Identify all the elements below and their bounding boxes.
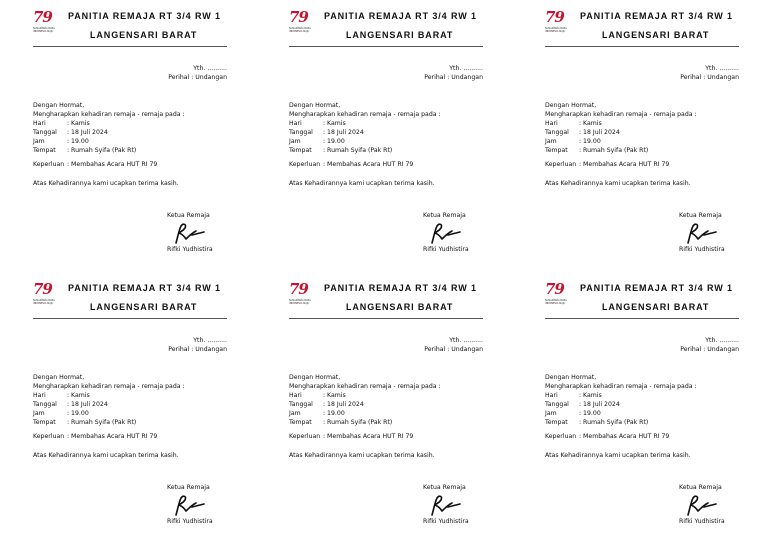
- detail-row-hari: [289, 391, 441, 400]
- detail-row-jam: [545, 409, 697, 418]
- detail-label: Keperluan: [289, 433, 321, 440]
- handwritten-signature-icon: [684, 494, 718, 518]
- header-divider: [33, 46, 227, 47]
- invitation-card: [256, 272, 512, 544]
- detail-row-keperluan: [33, 432, 185, 441]
- org-title: PANITIA REMAJA RT 3/4 RW 1: [324, 11, 477, 21]
- intro-text: Mengharapkan kehadiran remaja - remaja pada :: [33, 111, 185, 118]
- detail-value: : Kamis: [323, 392, 346, 399]
- logo-number: 79: [289, 280, 308, 298]
- salutation: Dengan Hormat,: [289, 102, 341, 109]
- detail-value: : Rumah Syifa (Pak Rt): [67, 419, 137, 426]
- detail-label: Tempat: [545, 419, 568, 426]
- detail-label: Tempat: [545, 147, 568, 154]
- detail-value: : Membahas Acara HUT RI 79: [323, 161, 414, 168]
- logo-number: 79: [545, 280, 564, 298]
- org-title: PANITIA REMAJA RT 3/4 RW 1: [580, 283, 733, 293]
- detail-value: : 18 Juli 2024: [67, 401, 108, 408]
- detail-row-tanggal: [545, 400, 697, 409]
- org-title: PANITIA REMAJA RT 3/4 RW 1: [68, 283, 221, 293]
- detail-row-hari: [289, 119, 441, 128]
- detail-value: : Rumah Syifa (Pak Rt): [323, 419, 393, 426]
- logo-number: 79: [33, 280, 52, 298]
- subject-line: Perihal : Undangan: [168, 346, 227, 353]
- detail-label: Jam: [289, 138, 301, 145]
- logo-tagline: NUSANTARA BARU INDONESIA MAJU: [289, 299, 312, 305]
- detail-value: : Rumah Syifa (Pak Rt): [579, 419, 649, 426]
- letter-body: [33, 101, 185, 169]
- closing-text: Atas Kehadirannya kami ucapkan terima kasih.: [289, 452, 435, 459]
- hut-ri-79-logo-icon: [545, 10, 569, 44]
- detail-row-hari: [33, 119, 185, 128]
- detail-value: : 18 Juli 2024: [579, 401, 620, 408]
- detail-value: : Rumah Syifa (Pak Rt): [67, 147, 137, 154]
- letter-body: [289, 101, 441, 169]
- detail-label: Hari: [545, 120, 558, 127]
- detail-row-tanggal: [33, 400, 185, 409]
- org-subtitle: LANGENSARI BARAT: [346, 302, 454, 312]
- detail-label: Hari: [289, 392, 302, 399]
- detail-row-tanggal: [289, 128, 441, 137]
- letter-body: [545, 373, 697, 441]
- detail-label: Tempat: [33, 147, 56, 154]
- invitation-card: [512, 0, 768, 272]
- handwritten-signature-icon: [428, 222, 462, 246]
- detail-label: Keperluan: [33, 161, 65, 168]
- signer-title: Ketua Remaja: [423, 212, 466, 219]
- salutation: Dengan Hormat,: [33, 374, 85, 381]
- detail-value: : 18 Juli 2024: [323, 129, 364, 136]
- detail-label: Tanggal: [289, 129, 313, 136]
- signer-title: Ketua Remaja: [679, 484, 722, 491]
- detail-label: Tempat: [33, 419, 56, 426]
- detail-value: : 19.00: [67, 410, 89, 417]
- subject-line: Perihal : Undangan: [680, 346, 739, 353]
- logo-tagline: NUSANTARA BARU INDONESIA MAJU: [289, 27, 312, 33]
- detail-label: Tempat: [289, 147, 312, 154]
- header-divider: [545, 318, 739, 319]
- org-subtitle: LANGENSARI BARAT: [346, 30, 454, 40]
- signer-title: Ketua Remaja: [167, 212, 210, 219]
- detail-label: Tanggal: [33, 129, 57, 136]
- logo-tagline: NUSANTARA BARU INDONESIA MAJU: [33, 299, 56, 305]
- logo-number: 79: [545, 8, 564, 26]
- detail-value: : Membahas Acara HUT RI 79: [579, 433, 670, 440]
- detail-row-keperluan: [33, 160, 185, 169]
- handwritten-signature-icon: [428, 494, 462, 518]
- detail-value: : Kamis: [67, 120, 90, 127]
- signer-name: Rifki Yudhistira: [167, 518, 213, 525]
- letter-body: [545, 101, 697, 169]
- detail-value: : 19.00: [323, 138, 345, 145]
- detail-label: Hari: [545, 392, 558, 399]
- logo-tagline: NUSANTARA BARU INDONESIA MAJU: [545, 299, 568, 305]
- intro-text: Mengharapkan kehadiran remaja - remaja pada :: [545, 111, 697, 118]
- signer-title: Ketua Remaja: [423, 484, 466, 491]
- detail-value: : Kamis: [323, 120, 346, 127]
- signer-name: Rifki Yudhistira: [679, 246, 725, 253]
- detail-value: : 19.00: [67, 138, 89, 145]
- invitation-card: [0, 0, 256, 272]
- closing-text: Atas Kehadirannya kami ucapkan terima kasih.: [545, 180, 691, 187]
- signer-title: Ketua Remaja: [679, 212, 722, 219]
- detail-value: : 18 Juli 2024: [323, 401, 364, 408]
- logo-tagline: NUSANTARA BARU INDONESIA MAJU: [33, 27, 56, 33]
- detail-value: : 18 Juli 2024: [579, 129, 620, 136]
- org-subtitle: LANGENSARI BARAT: [602, 302, 710, 312]
- closing-text: Atas Kehadirannya kami ucapkan terima kasih.: [289, 180, 435, 187]
- recipient-line: Yth. ..........: [449, 337, 483, 344]
- detail-row-keperluan: [289, 160, 441, 169]
- detail-row-tempat: [545, 146, 697, 155]
- hut-ri-79-logo-icon: [33, 282, 57, 316]
- salutation: Dengan Hormat,: [33, 102, 85, 109]
- subject-line: Perihal : Undangan: [168, 74, 227, 81]
- detail-row-hari: [33, 391, 185, 400]
- org-title: PANITIA REMAJA RT 3/4 RW 1: [324, 283, 477, 293]
- detail-row-keperluan: [289, 432, 441, 441]
- detail-label: Hari: [33, 392, 46, 399]
- closing-text: Atas Kehadirannya kami ucapkan terima kasih.: [33, 452, 179, 459]
- detail-label: Jam: [545, 138, 557, 145]
- detail-value: : 19.00: [323, 410, 345, 417]
- intro-text: Mengharapkan kehadiran remaja - remaja pada :: [33, 383, 185, 390]
- detail-row-keperluan: [545, 160, 697, 169]
- logo-number: 79: [289, 8, 308, 26]
- org-subtitle: LANGENSARI BARAT: [90, 30, 198, 40]
- detail-label: Tempat: [289, 419, 312, 426]
- detail-label: Keperluan: [545, 161, 577, 168]
- detail-value: : 18 Juli 2024: [67, 129, 108, 136]
- detail-row-tanggal: [289, 400, 441, 409]
- signer-name: Rifki Yudhistira: [167, 246, 213, 253]
- logo-tagline: NUSANTARA BARU INDONESIA MAJU: [545, 27, 568, 33]
- signer-name: Rifki Yudhistira: [679, 518, 725, 525]
- detail-row-tanggal: [545, 128, 697, 137]
- detail-label: Tanggal: [545, 401, 569, 408]
- detail-label: Tanggal: [289, 401, 313, 408]
- detail-label: Jam: [545, 410, 557, 417]
- hut-ri-79-logo-icon: [289, 282, 313, 316]
- detail-row-jam: [33, 137, 185, 146]
- hut-ri-79-logo-icon: [33, 10, 57, 44]
- salutation: Dengan Hormat,: [289, 374, 341, 381]
- subject-line: Perihal : Undangan: [424, 74, 483, 81]
- detail-label: Tanggal: [545, 129, 569, 136]
- detail-row-tempat: [545, 418, 697, 427]
- detail-row-jam: [33, 409, 185, 418]
- detail-row-hari: [545, 119, 697, 128]
- detail-label: Jam: [33, 410, 45, 417]
- subject-line: Perihal : Undangan: [680, 74, 739, 81]
- detail-row-jam: [289, 137, 441, 146]
- detail-label: Keperluan: [33, 433, 65, 440]
- org-subtitle: LANGENSARI BARAT: [90, 302, 198, 312]
- detail-row-tempat: [289, 418, 441, 427]
- org-subtitle: LANGENSARI BARAT: [602, 30, 710, 40]
- detail-row-tempat: [289, 146, 441, 155]
- detail-row-jam: [289, 409, 441, 418]
- detail-value: : Membahas Acara HUT RI 79: [67, 433, 158, 440]
- detail-value: : Kamis: [579, 392, 602, 399]
- logo-number: 79: [33, 8, 52, 26]
- signer-name: Rifki Yudhistira: [423, 518, 469, 525]
- detail-row-hari: [545, 391, 697, 400]
- detail-label: Hari: [33, 120, 46, 127]
- handwritten-signature-icon: [684, 222, 718, 246]
- handwritten-signature-icon: [172, 494, 206, 518]
- detail-value: : Rumah Syifa (Pak Rt): [579, 147, 649, 154]
- intro-text: Mengharapkan kehadiran remaja - remaja pada :: [545, 383, 697, 390]
- signer-name: Rifki Yudhistira: [423, 246, 469, 253]
- header-divider: [33, 318, 227, 319]
- org-title: PANITIA REMAJA RT 3/4 RW 1: [68, 11, 221, 21]
- detail-label: Tanggal: [33, 401, 57, 408]
- header-divider: [289, 318, 483, 319]
- detail-value: : Membahas Acara HUT RI 79: [67, 161, 158, 168]
- closing-text: Atas Kehadirannya kami ucapkan terima kasih.: [545, 452, 691, 459]
- letter-body: [33, 373, 185, 441]
- subject-line: Perihal : Undangan: [424, 346, 483, 353]
- intro-text: Mengharapkan kehadiran remaja - remaja pada :: [289, 111, 441, 118]
- detail-row-keperluan: [545, 432, 697, 441]
- letter-body: [289, 373, 441, 441]
- detail-row-tempat: [33, 418, 185, 427]
- detail-value: : Kamis: [67, 392, 90, 399]
- recipient-line: Yth. ..........: [705, 337, 739, 344]
- detail-value: : 19.00: [579, 410, 601, 417]
- detail-value: : 19.00: [579, 138, 601, 145]
- detail-label: Hari: [289, 120, 302, 127]
- invitation-card: [512, 272, 768, 544]
- signer-title: Ketua Remaja: [167, 484, 210, 491]
- intro-text: Mengharapkan kehadiran remaja - remaja pada :: [289, 383, 441, 390]
- recipient-line: Yth. ..........: [449, 65, 483, 72]
- detail-label: Jam: [33, 138, 45, 145]
- detail-value: : Rumah Syifa (Pak Rt): [323, 147, 393, 154]
- recipient-line: Yth. ..........: [193, 65, 227, 72]
- salutation: Dengan Hormat,: [545, 102, 597, 109]
- detail-value: : Membahas Acara HUT RI 79: [579, 161, 670, 168]
- header-divider: [289, 46, 483, 47]
- detail-value: : Membahas Acara HUT RI 79: [323, 433, 414, 440]
- invitation-card: [256, 0, 512, 272]
- invitation-card: [0, 272, 256, 544]
- hut-ri-79-logo-icon: [545, 282, 569, 316]
- detail-row-jam: [545, 137, 697, 146]
- detail-row-tempat: [33, 146, 185, 155]
- detail-row-tanggal: [33, 128, 185, 137]
- handwritten-signature-icon: [172, 222, 206, 246]
- org-title: PANITIA REMAJA RT 3/4 RW 1: [580, 11, 733, 21]
- header-divider: [545, 46, 739, 47]
- detail-label: Keperluan: [289, 161, 321, 168]
- hut-ri-79-logo-icon: [289, 10, 313, 44]
- closing-text: Atas Kehadirannya kami ucapkan terima kasih.: [33, 180, 179, 187]
- detail-label: Jam: [289, 410, 301, 417]
- salutation: Dengan Hormat,: [545, 374, 597, 381]
- recipient-line: Yth. ..........: [193, 337, 227, 344]
- recipient-line: Yth. ..........: [705, 65, 739, 72]
- detail-label: Keperluan: [545, 433, 577, 440]
- detail-value: : Kamis: [579, 120, 602, 127]
